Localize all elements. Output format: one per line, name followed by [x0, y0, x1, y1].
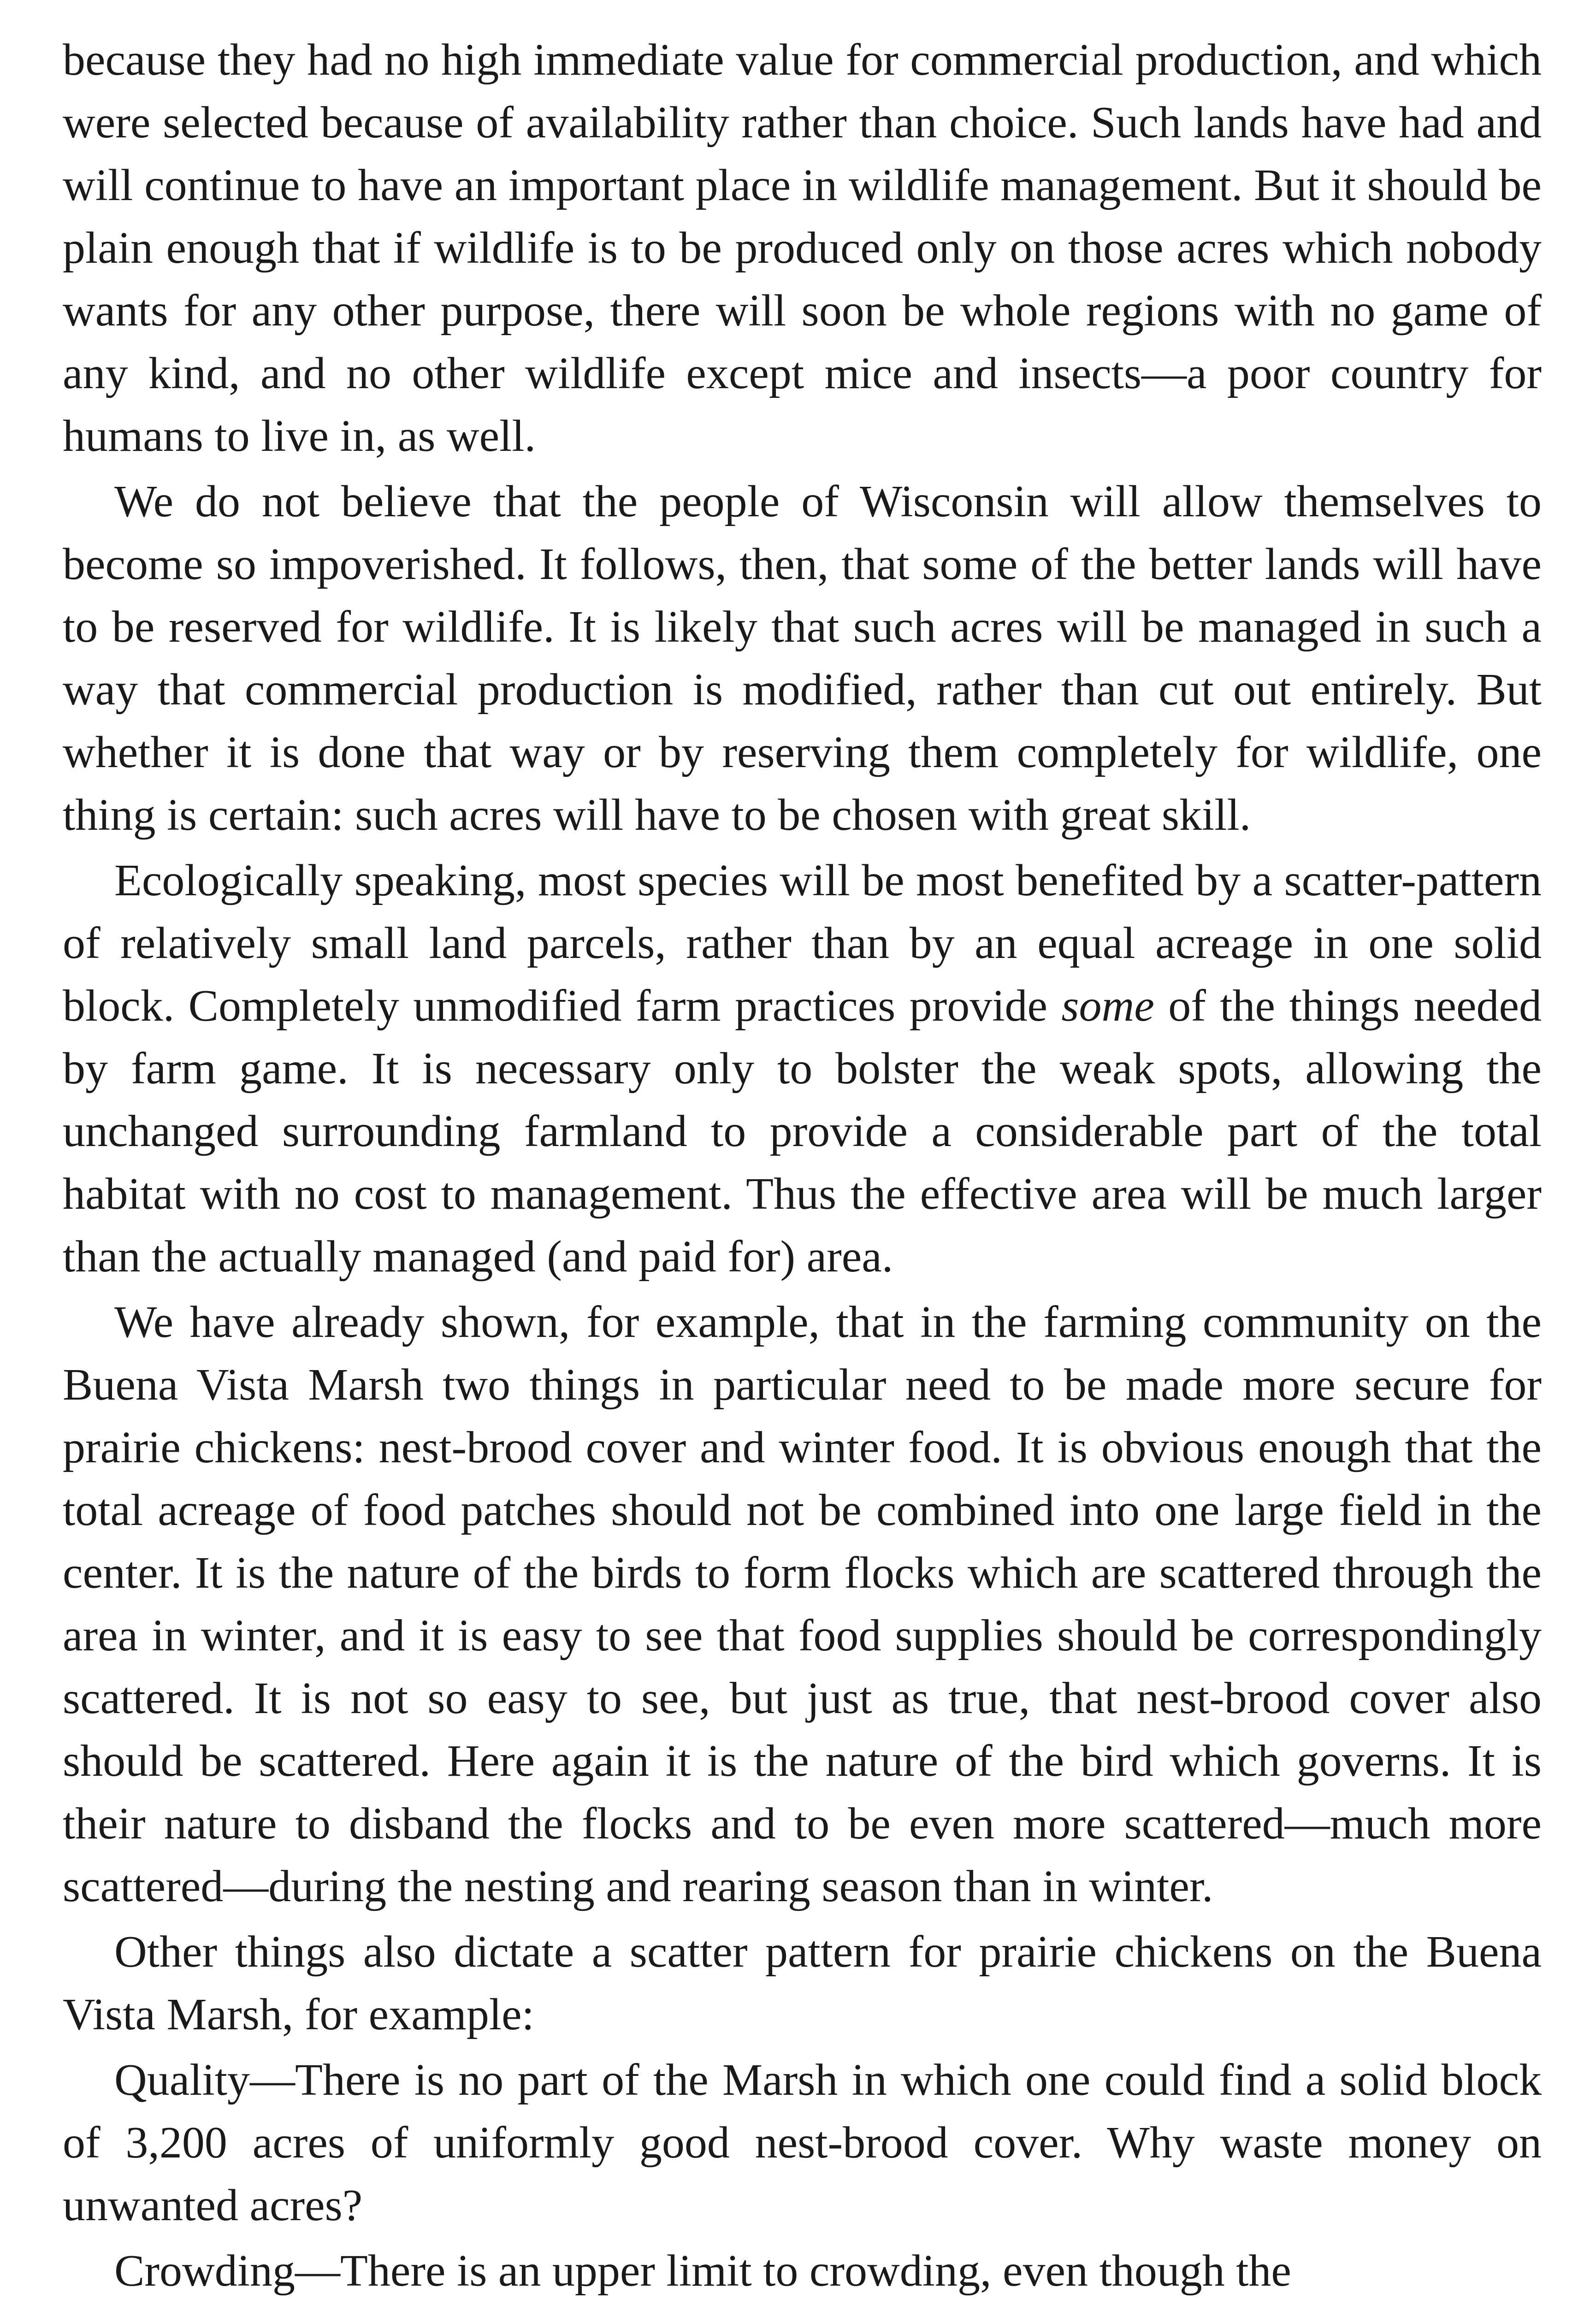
paragraph-5: [63, 1921, 1542, 2046]
paragraph-3-italic-word: some: [1061, 981, 1154, 1031]
paragraph-3: [63, 849, 1542, 1288]
paragraph-2-text: We do not believe that the people of Wisconsin will allow themselves to become so impoverished. It follows, then, that some of the better lands will have to be reserved for wildlife. It is likely that such acres will be managed in such a way that commercial production is modified, rather than cut out entirely. But whether it is done that way or by reserving them completely for wildlife, one thing is certain: such acres will have to be chosen with great skill.: [63, 477, 1542, 840]
body-text: [63, 29, 1542, 2302]
paragraph-1-text: because they had no high immediate value for commercial production, and which were selected because of availability rather than choice. Such lands have had and will continue to have an important place in wildlife management. But it should be plain enough that if wildlife is to be produced only on those acres which nobody wants for any other purpose, there will soon be whole regions with no game of any kind, and no other wildlife except mice and insects—a poor country for humans to live in, as well.: [63, 35, 1542, 461]
paragraph-7-text: Crowding—There is an upper limit to crowding, even though the: [114, 2246, 1291, 2296]
paragraph-2: [63, 470, 1542, 846]
paragraph-5-text: Other things also dictate a scatter pattern for prairie chickens on the Buena Vista Marsh, for example:: [63, 1927, 1542, 2039]
paragraph-6: [63, 2049, 1542, 2237]
paragraph-7: [63, 2240, 1542, 2302]
paragraph-3-text-a: Ecologically speaking, most species will be most benefited by a scatter-pattern of relatively small land parcels, rather than by an equal acreage in one solid block. Completely unmodified farm practices provide: [63, 856, 1542, 1031]
paragraph-4-text: We have already shown, for example, that in the farming community on the Buena Vista Marsh two things in particular need to be made more secure for prairie chickens: nest-brood cover and winter food. It is obvious enough that the total acreage of food patches should not be combined into one large field in the center. It is the nature of the birds to form flocks which are scattered through the area in winter, and it is easy to see that food supplies should be correspondingly scattered. It is not so easy to see, but just as true, that nest-brood cover also should be scattered. Here again it is the nature of the bird which governs. It is their nature to disband the flocks and to be even more scattered—much more scattered—during the nesting and rearing season than in winter.: [63, 1297, 1542, 1911]
paragraph-3-text-b: of the things needed by farm game. It is necessary only to bolster the weak spots, allowing the unchanged surrounding farmland to provide a considerable part of the total habitat with no cost to management. Thus the effective area will be much larger than the actually managed (and paid for) area.: [63, 981, 1542, 1282]
paragraph-6-text: Quality—There is no part of the Marsh in which one could find a solid block of 3,200 acres of uniformly good nest-brood cover. Why waste money on unwanted acres?: [63, 2055, 1542, 2230]
paragraph-4: [63, 1291, 1542, 1918]
paragraph-1: [63, 29, 1542, 467]
